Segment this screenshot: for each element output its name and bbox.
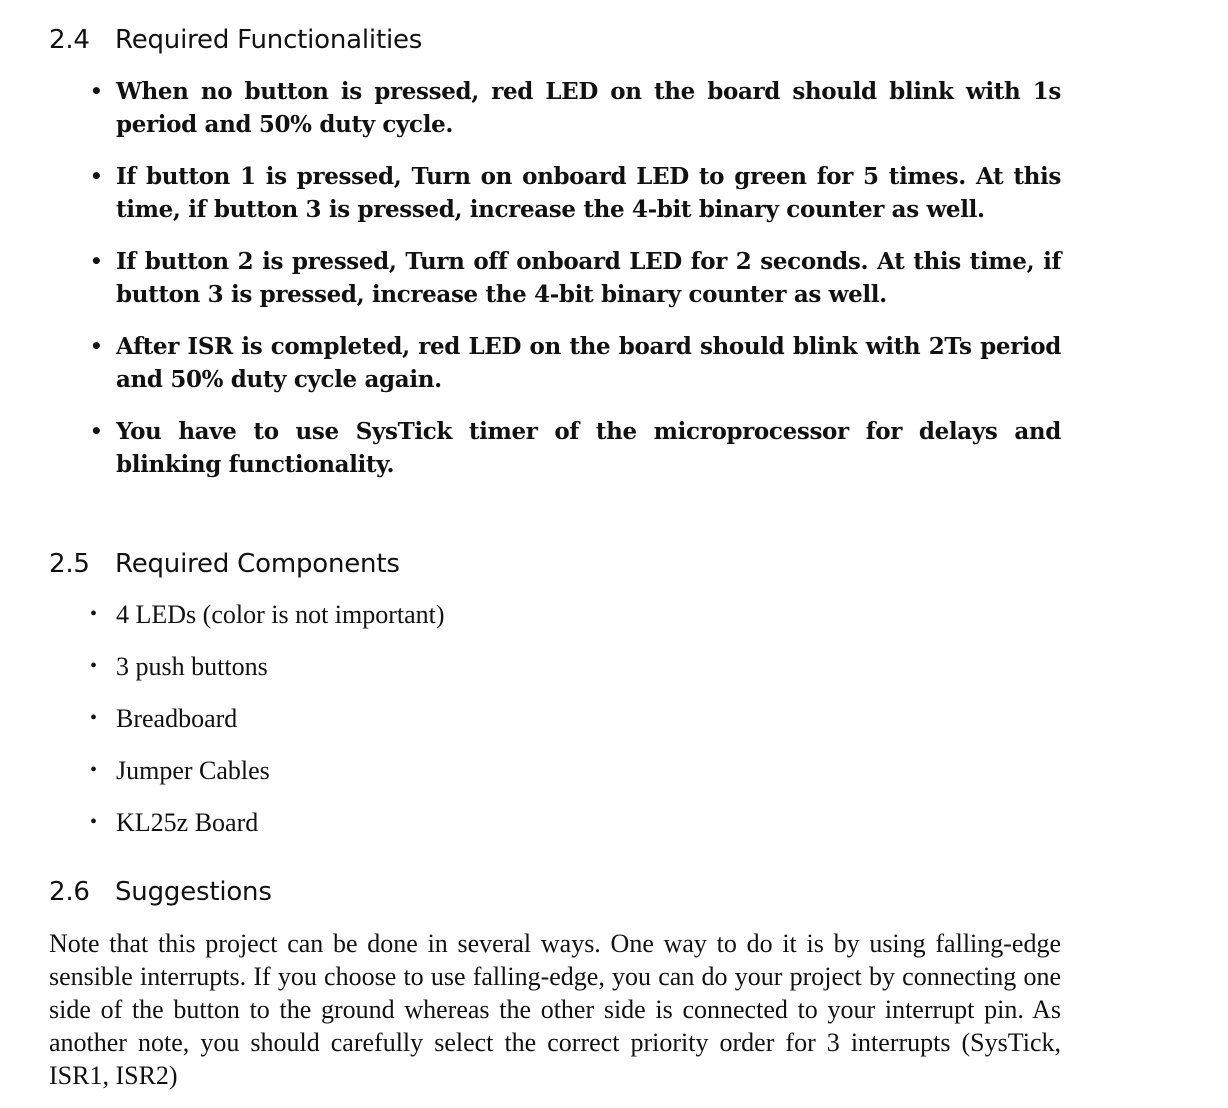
list-item-text: 3 push buttons (116, 652, 268, 681)
list-item-text: KL25z Board (116, 808, 259, 837)
bullet-icon: • (90, 811, 98, 833)
section-number: 2.4 (49, 25, 90, 55)
list-item (86, 650, 1061, 683)
suggestions-paragraph: Note that this project can be done in several ways. One way to do it is by using falling-edge sensible interrupts. If you choose to use falling-edge, you can do your project by connecting one side of the button to the ground whereas the other side is connected to your interrupt pin. As another note, you should carefully select the correct priority order for 3 interrupts (SysTick, ISR1, ISR2) (49, 929, 1061, 1090)
list-item-text: 4 LEDs (color is not important) (116, 600, 445, 629)
list-item-text: Jumper Cables (116, 756, 270, 785)
list-item (86, 415, 1061, 481)
list-item-text: If button 1 is pressed, Turn on onboard LED to green for 5 times. At this time, if button 3 is pressed, increase the 4-bit binary counter as well. (116, 163, 1061, 223)
list-item (86, 160, 1061, 226)
list-item (86, 754, 1061, 787)
list-item (86, 598, 1061, 631)
bullet-icon: • (90, 603, 98, 625)
section-heading-suggestions (49, 877, 272, 907)
section-heading-required-functionalities (49, 25, 422, 55)
list-item (86, 245, 1061, 311)
bullet-icon: • (90, 759, 98, 781)
bullet-icon: • (90, 655, 98, 677)
list-item-text: You have to use SysTick timer of the microprocessor for delays and blinking functionality. (116, 418, 1061, 478)
bullet-icon: • (90, 419, 103, 443)
list-item (86, 330, 1061, 396)
bullet-icon: • (90, 164, 103, 188)
list-item (86, 75, 1061, 141)
bullet-icon: • (90, 334, 103, 358)
bullet-icon: • (90, 249, 103, 273)
section-title: Required Components (115, 549, 400, 579)
section-title: Suggestions (115, 877, 272, 907)
list-item-text: If button 2 is pressed, Turn off onboard LED for 2 seconds. At this time, if button 3 is pressed, increase the 4-bit binary counter as well. (116, 248, 1061, 308)
list-item-text: After ISR is completed, red LED on the board should blink with 2Ts period and 50% duty cycle again. (116, 333, 1061, 393)
section-title: Required Functionalities (115, 25, 423, 55)
section-heading-required-components (49, 549, 400, 579)
bullet-icon: • (90, 707, 98, 729)
section-number: 2.5 (49, 549, 90, 579)
list-item (86, 702, 1061, 735)
bullet-icon: • (90, 79, 103, 103)
list-item (86, 806, 1061, 839)
section-number: 2.6 (49, 877, 90, 907)
functionalities-list (86, 75, 1061, 500)
list-item-text: When no button is pressed, red LED on the board should blink with 1s period and 50% duty cycle. (116, 78, 1061, 138)
components-list (86, 598, 1061, 858)
list-item-text: Breadboard (116, 704, 238, 733)
